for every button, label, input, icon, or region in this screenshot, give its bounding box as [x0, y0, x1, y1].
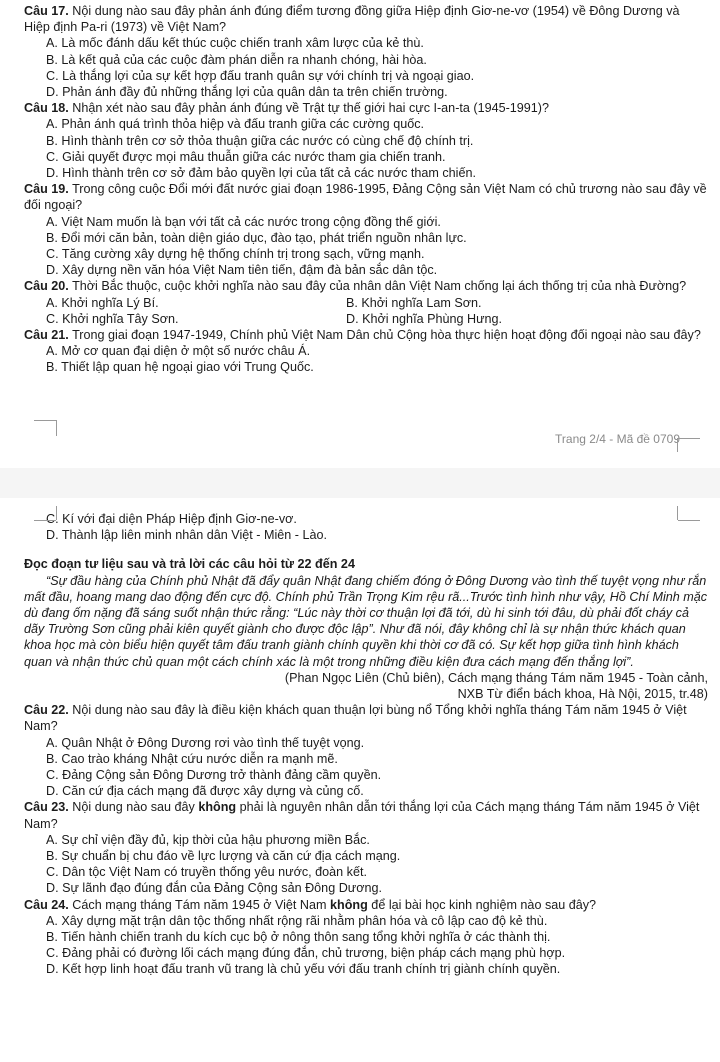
question-number: Câu 22. — [24, 703, 69, 718]
option-b: B. Hình thành trên cơ sở thỏa thuận giữa các nước có cùng chế độ chính trị. — [46, 133, 474, 148]
passage-quote: “Sự đầu hàng của Chính phủ Nhật đã đẩy quân Nhật đang chiếm đóng ở Đông Dương vào tình thế tuyệt vọng như rắn mất đầu, hoang mang dao động đến cực độ. Chính phủ Trần Trọng Kim rệu rã...Trước tình hình như vậy, Hồ Chí Minh mặc dù đang ốm nặng đã sáng suốt nhận thức rằng: “Lúc này thời cơ thuận lợi đã tới, dù hi sinh tới đâu, dù phải đốt cháy cả dãy Trường Sơn cũng phải kiên quyết giành cho được độc lập”. Như đã nói, đây không chỉ là sự nhận thức khách quan khoa học mà còn biểu hiện quyết tâm đấu tranh giành chính quyền khi thời cơ đã có. Sự kết hợp giữa tình hình khách quan và nhận thức chủ quan một cách chính xác là một trong những điều kiện đưa cách mạng đến thắng lợi”. — [24, 573, 708, 669]
question-number: Câu 18. — [24, 101, 69, 116]
question-24 — [24, 897, 708, 913]
question-text: Cách mạng tháng Tám năm 1945 ở Việt Nam — [68, 897, 331, 912]
option-row — [46, 295, 708, 311]
question-21 — [24, 327, 708, 343]
source-line: (Phan Ngọc Liên (Chủ biên), Cách mạng tháng Tám năm 1945 - Toàn cảnh, — [284, 670, 708, 685]
option-d: D. Thành lập liên minh nhân dân Việt - Miên - Lào. — [46, 528, 327, 543]
question-text: Nhận xét nào sau đây phản ánh đúng về Trật tự thế giới hai cực I-an-ta (1945-1991)? — [68, 101, 550, 116]
option-d: D. Xây dựng nền văn hóa Việt Nam tiên tiến, đậm đà bản sắc dân tộc. — [46, 263, 438, 278]
option-d: D. Căn cứ địa cách mạng đã được xây dựng và củng cố. — [46, 784, 364, 799]
question-text: Nội dung nào sau đây là điều kiện khách quan thuận lợi bùng nổ Tổng khởi nghĩa tháng Tám năm 1945 ở Việt Nam? — [24, 703, 687, 734]
option-a: A. Là mốc đánh dấu kết thúc cuộc chiến tranh xâm lược của kẻ thù. — [46, 36, 424, 51]
question-text: Nội dung nào sau đây phản ánh đúng điểm tương đồng giữa Hiệp định Giơ-ne-vơ (1954) về Đông Dương và Hiệp định Pa-ri (1973) về Việt Nam? — [24, 4, 680, 35]
question-text: Thời Bắc thuộc, cuộc khởi nghĩa nào sau đây của nhân dân Việt Nam chống lại ách thống trị của nhà Đường? — [68, 279, 687, 294]
option-c: C. Là thắng lợi của sự kết hợp đấu tranh quân sự với chính trị và ngoại giao. — [46, 68, 475, 83]
option-d: D. Kết hợp linh hoạt đấu tranh vũ trang là chủ yếu với đấu tranh chính trị giành chính quyền. — [46, 962, 561, 977]
question-18 — [24, 100, 708, 116]
question-number: Câu 23. — [24, 800, 69, 815]
option-d: D. Sự lãnh đạo đúng đắn của Đảng Cộng sản Đông Dương. — [46, 881, 382, 896]
question-23 — [24, 799, 708, 831]
option-c: C. Giải quyết được mọi mâu thuẫn giữa các nước tham gia chiến tranh. — [46, 149, 446, 164]
option-a: A. Quân Nhật ở Đông Dương rơi vào tình thế tuyệt vọng. — [46, 735, 365, 750]
option-d: D. Phản ánh đầy đủ những thắng lợi của quân dân ta trên chiến trường. — [46, 85, 448, 100]
crop-mark — [677, 438, 678, 452]
question-19 — [24, 181, 708, 213]
crop-mark — [56, 506, 57, 520]
option-c: C. Đảng Cộng sản Đông Dương trở thành đảng cầm quyền. — [46, 768, 382, 783]
option-a: A. Xây dựng mặt trận dân tộc thống nhất rộng rãi nhằm phân hóa và cô lập cao độ kẻ thù. — [46, 913, 548, 928]
option-d: D. Khởi nghĩa Phùng Hưng. — [346, 311, 503, 326]
passage-heading: Đọc đoạn tư liệu sau và trả lời các câu hỏi từ 22 đến 24 — [24, 557, 355, 572]
crop-mark — [678, 438, 700, 439]
question-number: Câu 24. — [24, 897, 69, 912]
exam-page-bottom — [0, 498, 720, 1062]
question-number: Câu 20. — [24, 279, 69, 294]
passage-source — [24, 670, 708, 702]
option-c: C. Tăng cường xây dựng hệ thống chính trị trong sạch, vững mạnh. — [46, 247, 425, 262]
crop-mark — [677, 506, 678, 520]
question-20 — [24, 278, 708, 294]
source-line: NXB Từ điển bách khoa, Hà Nội, 2015, tr.48) — [457, 687, 708, 702]
option-a: A. Mở cơ quan đại diện ở một số nước châu Á. — [46, 344, 311, 359]
keyword-not: không — [330, 897, 368, 912]
option-c: C. Kí với đại diện Pháp Hiệp định Giơ-ne-vơ. — [46, 512, 297, 526]
crop-mark — [56, 420, 57, 436]
question-22 — [24, 702, 708, 734]
option-b: B. Sự chuẩn bị chu đáo về lực lượng và căn cứ địa cách mạng. — [46, 849, 401, 864]
keyword-not: không — [198, 800, 237, 815]
option-a: A. Khởi nghĩa Lý Bí. — [46, 295, 159, 310]
crop-mark — [678, 520, 700, 521]
option-d: D. Hình thành trên cơ sở đảm bảo quyền lợi của tất cả các nước tham chiến. — [46, 166, 476, 181]
exam-page-top — [0, 0, 720, 468]
option-b: B. Khởi nghĩa Lam Sơn. — [346, 295, 482, 310]
option-b: B. Cao trào kháng Nhật cứu nước diễn ra mạnh mẽ. — [46, 751, 338, 766]
option-a: A. Việt Nam muốn là bạn với tất cả các nước trong cộng đồng thế giới. — [46, 214, 441, 229]
crop-mark — [34, 520, 56, 521]
question-text: Trong giai đoạn 1947-1949, Chính phủ Việt Nam Dân chủ Cộng hòa thực hiện hoạt động đối ngoại nào sau đây? — [68, 328, 701, 343]
question-text: Nội dung nào sau đây — [68, 800, 199, 815]
page-footer: Trang 2/4 - Mã đề 0709 — [555, 432, 680, 446]
option-row — [46, 311, 708, 327]
question-text: phải là nguyên nhân dẫn tới thắng lợi của Cách mạng tháng Tám năm 1945 ở Việt Nam? — [24, 800, 700, 831]
option-b: B. Là kết quả của các cuộc đàm phán diễn ra nhanh chóng, hài hòa. — [46, 52, 427, 67]
question-text: để lại bài học kinh nghiệm nào sau đây? — [367, 897, 597, 912]
option-b: B. Thiết lập quan hệ ngoại giao với Trung Quốc. — [46, 360, 314, 375]
question-number: Câu 19. — [24, 182, 69, 197]
option-a: A. Phản ánh quá trình thỏa hiệp và đấu tranh giữa các cường quốc. — [46, 117, 424, 132]
option-c: C. Đảng phải có đường lối cách mạng đúng đắn, chủ trương, biện pháp cách mạng phù hợp. — [46, 946, 566, 961]
question-17 — [24, 3, 708, 35]
option-c: C. Khởi nghĩa Tây Sơn. — [46, 311, 179, 326]
crop-mark — [34, 420, 56, 421]
option-c: C. Dân tộc Việt Nam có truyền thống yêu nước, đoàn kết. — [46, 865, 367, 880]
option-a: A. Sự chỉ viện đầy đủ, kịp thời của hậu phương miền Bắc. — [46, 832, 370, 847]
question-text: Trong công cuộc Đổi mới đất nước giai đoạn 1986-1995, Đảng Cộng sản Việt Nam có chủ trương nào sau đây về đối ngoại? — [24, 182, 707, 213]
option-b: B. Đổi mới căn bản, toàn diện giáo dục, đào tạo, phát triển nguồn nhân lực. — [46, 230, 467, 245]
question-number: Câu 21. — [24, 328, 69, 343]
question-number: Câu 17. — [24, 4, 69, 18]
option-b: B. Tiến hành chiến tranh du kích cục bộ ở nông thôn sang tổng khởi nghĩa ở các thành thị. — [46, 930, 551, 945]
